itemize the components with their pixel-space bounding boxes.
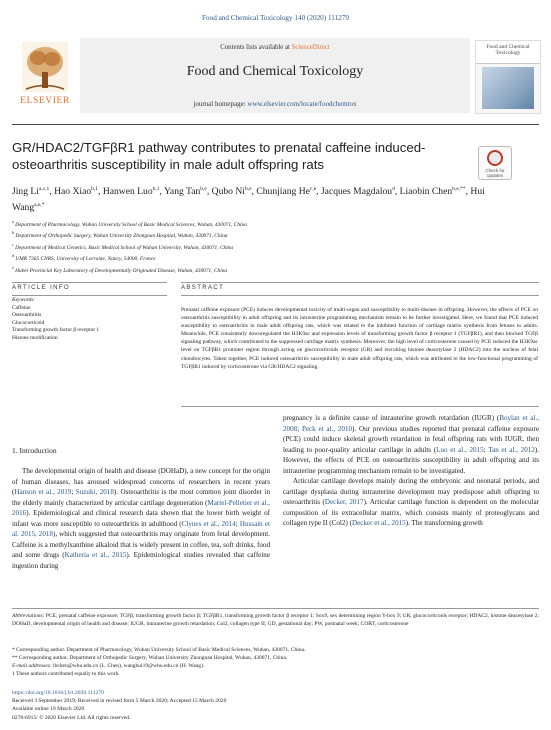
article-info-heading: ARTICLE INFO: [12, 285, 71, 291]
footnote-divider: [12, 608, 539, 609]
citation-link[interactable]: Clynes et al., 2014: [181, 519, 236, 528]
check-for-updates-badge[interactable]: [478, 146, 512, 180]
author[interactable]: Jacques Magdalou$^d$: [320, 186, 395, 198]
keyword: Caffeine: [12, 304, 31, 311]
affiliation-item: $^d$ UMR 7365 CNRS, University of Lorraine, Nancy, 54000, France: [12, 253, 156, 262]
article-info-underline: [12, 295, 167, 296]
affiliation-item: $^c$ Department of Medical Genetics, Basic Medical School of Wuhan University, Wuhan, 430071, China: [12, 241, 234, 251]
keywords: [12, 297, 162, 343]
author[interactable]: Chunjiang He$^{c,e}$: [256, 186, 317, 198]
citation-link[interactable]: Tan et al., 2012: [488, 445, 535, 454]
citation-link[interactable]: Katheria et al., 2015: [64, 551, 127, 560]
journal-title: Food and Chemical Toxicology: [186, 64, 364, 79]
elsevier-logo: [14, 40, 76, 112]
author[interactable]: Qubo Ni$^{b,e}$: [211, 186, 252, 198]
check-updates-label: Check for updates: [485, 168, 505, 178]
abstract-end-rule: [181, 406, 539, 407]
author[interactable]: Hui Wang$^{a,e,*}$: [12, 186, 485, 213]
author-list: Jing Li$^{a,c,1}$, Hao Xiao$^{b,1}$, Hanwen Luo$^{b,1}$, Yang Tan$^{b,e}$, Qubo Ni$^{b,e}$, Chunjiang He$^{c,e}$, Jacques Magdalou$^d$, Liaobin Chen$^{b,e,**}$, Hui Wang$^{a,e,*}$: [12, 186, 485, 213]
author[interactable]: Yang Tan$^{b,e}$: [163, 186, 207, 198]
homepage-link[interactable]: www.elsevier.com/locate/foodchemtox: [247, 100, 357, 108]
keyword: Osteoarthritis: [12, 312, 42, 319]
citation-link[interactable]: Suzuki, 2018: [75, 488, 114, 497]
affiliation-item: $^a$ Department of Pharmacology, Wuhan University School of Basic Medical Sciences, Wuhan, 430071, China: [12, 219, 247, 228]
author[interactable]: Hanwen Luo$^{b,1}$: [102, 186, 160, 198]
citation-link[interactable]: Decker, 2017: [324, 498, 364, 507]
intro-paragraph: pregnancy is a definite cause of intrauterine growth retardation (IUGR) (Boylan et al., 2008; Peck et al., 2010). Our previous studies reported that prenatal caffeine exposure (PCE) could induce skeletal growth retardation in fetal offspring rats with IUGR, then leading to poor-quality articular cartilage in adults (Luo et al., 2015; Tan et al., 2012). However, the effects of PCE on osteoarthritis susceptibility in adult offspring and its intrauterine programming mechanism remain to be investigated.: [283, 414, 540, 475]
citation-link[interactable]: Boylan et al., 2008: [283, 414, 539, 433]
citation-link[interactable]: Peck et al., 2010: [301, 424, 353, 433]
keyword: Glucocorticoid: [12, 319, 45, 326]
intro-paragraph: Articular cartilage develops mainly during the embryonic and neonatal periods, and cartilage dysplasia during intrauterine development may predispose adult offspring to osteoarthritis (Decker, 2017). Articular cartilage function is dependent on the molecular composition of its extracellular matrix, which consists mainly of proteoglycans and collagen type II (Col2) (Decker et al., 2015). The transforming growth: [283, 477, 539, 528]
citation-link[interactable]: Luo et al., 2015: [436, 445, 484, 454]
affiliation-item: $^e$ Hubei Provincial Key Laboratory of Developmentally Originated Disease, Wuhan, 430071, China: [12, 264, 228, 274]
keyword: Histone modification: [12, 334, 58, 341]
journal-citation-header[interactable]: Food and Chemical Toxicology 140 (2020) 111279: [202, 14, 349, 22]
intro-column-1: The developmental origin of health and disease (DOHaD), a new concept for the origin of human diseases, has aroused widespread concerns of researchers in recent years (Hanson et al., 2019; Suzuki, 2018). Osteoarthritis is the most common joint disorder in the elderly mainly characterized by articular cartilage degeneration (Martel-Pelletier et al., 2016). Epidemiological and clinical research data shown that the lower birth weight of infant was more susceptible to osteoarthritis in adulthood (Clynes et al., 2014; Hussain et al. 2015, 2018), which suggested that osteoarthritis may originate from fetal development. Caffeine is a methylxanthine alkaloid that is widely present in coffee, tea, soft drinks, food and some drugs (Katheria et al., 2015). Epidemiological studies revealed that caffeine ingestion during: [12, 467, 270, 570]
update-icon: [487, 150, 503, 166]
email-addresses[interactable]: E-mail addresses: lbchen@whu.edu.cn (L. Chen), wanghui19@whu.edu.cn (H. Wang).: [12, 663, 205, 669]
abstract-underline: [181, 295, 539, 296]
article-info-rule: [12, 282, 167, 283]
corresponding-author-note: * Corresponding author. Department of Pharmacology, Wuhan University School of Basic Medical Sciences, Wuhan, 430071, China.: [12, 647, 306, 653]
intro-column-2: [283, 413, 539, 529]
author-notes: [12, 646, 539, 678]
copyright: 0278-6915/ © 2020 Elsevier Ltd. All rights reserved.: [12, 714, 131, 721]
article-title: GR/HDAC2/TGFβR1 pathway contributes to prenatal caffeine induced-osteoarthritis susceptibility in male adult offspring rats: [12, 140, 426, 172]
citation-link[interactable]: Martel-Pelletier et al., 2016: [12, 498, 270, 518]
header-divider: [12, 124, 539, 125]
elsevier-wordmark: ELSEVIER: [20, 96, 70, 106]
citation-link[interactable]: Decker et al., 2015: [351, 519, 406, 528]
journal-homepage: journal homepage: www.elsevier.com/locate/foodchemtox: [193, 100, 357, 108]
elsevier-tree-icon: [22, 42, 68, 92]
abstract-rule: [181, 282, 539, 283]
abbreviations: Abbreviations: PCE, prenatal caffeine exposure; TGFβ, transforming growth factor β; TGFβR1, transforming growth factor β receptor 1; Sox9, sex determining region Y-box 9; GR, glucocorticoids receptor; HDAC2, histone deacetylase 2; DOHaD, developmental origin of health and disease; IUGR, intrauterine growth retardation; Col2, collagen type II; GD, gestational day; PW, postnatal week; CORT, corticosterone: [12, 613, 539, 628]
received-dates: Received 3 September 2019; Received in revised form 5 March 2020; Accepted 15 March 2020: [12, 698, 227, 705]
abstract-text: Prenatal caffeine exposure (PCE) induces developmental toxicity of multi-organ and susceptibility to multi-disease in offspring. However, the effects of PCE on osteoarthritis susceptibility in adult offspring and its intrauterine programming mechanism remain to be further investigated. Here, we found that PCE induced susceptibility to osteoarthritis in male adult offspring rats, which was related to the inhibited function of cartilage matrix synthesis from fetuses to adults. Meanwhile, PCE consistently downregulated the H3K9ac and expression levels of transforming growth factor β receptor 1 (TGFβR1), and then blocked TGFβ signaling pathway, which contributed to the suppressed cartilage matrix synthesis. Moreover, the high level of corticosterone caused by PCE reduced the H3K9ac level on TGFβR1 promoter region through acting on glucocorticoids receptor (GR) and recruiting histone deacetylase 2 (HDAC2) into the nucleus of fetal chondrocytes. Taken together, PCE induced osteoarthritis susceptibility in male adult offspring rats, which was attributed to the low-functional programming of TGFβR1 induced by corticosterone via GR/HDAC2 signaling.: [181, 307, 538, 370]
author[interactable]: Liaobin Chen$^{b,e,**}$: [399, 186, 466, 198]
available-online: Available online 19 March 2020: [12, 706, 85, 713]
author[interactable]: Jing Li$^{a,c,1}$: [12, 186, 50, 198]
cover-journal-name: Food and Chemical Toxicology: [486, 44, 530, 56]
citation-link[interactable]: Hussain et al. 2015, 2018: [12, 519, 270, 539]
affiliations: [12, 218, 532, 275]
author[interactable]: Hao Xiao$^{b,1}$: [54, 186, 99, 198]
equal-contribution-note: 1 These authors contributed equally to this work.: [12, 671, 120, 677]
publication-info: [12, 689, 539, 722]
keyword: Transforming growth factor β receptor 1: [12, 327, 100, 334]
citation-link[interactable]: Hanson et al., 2019: [14, 488, 72, 497]
affiliation-item: $^b$ Department of Orthopedic Surgery, Wuhan University Zhongnan Hospital, Wuhan, 430071, China: [12, 230, 228, 240]
keywords-label: Keywords:: [12, 297, 36, 303]
sciencedirect-link[interactable]: ScienceDirect: [291, 44, 330, 51]
doi-link[interactable]: https://doi.org/10.1016/j.fct.2020.111279: [12, 690, 104, 696]
introduction-heading: 1. Introduction: [12, 446, 57, 455]
contents-available: Contents lists available at ScienceDirect: [220, 44, 330, 51]
journal-cover-thumbnail: [475, 40, 541, 114]
corresponding-author-note: ** Corresponding author. Department of Orthopedic Surgery, Wuhan University Zhongnan Hospital, Wuhan, 430071, China.: [12, 655, 288, 661]
abstract-heading: ABSTRACT: [181, 285, 225, 291]
cover-image: [482, 67, 534, 109]
